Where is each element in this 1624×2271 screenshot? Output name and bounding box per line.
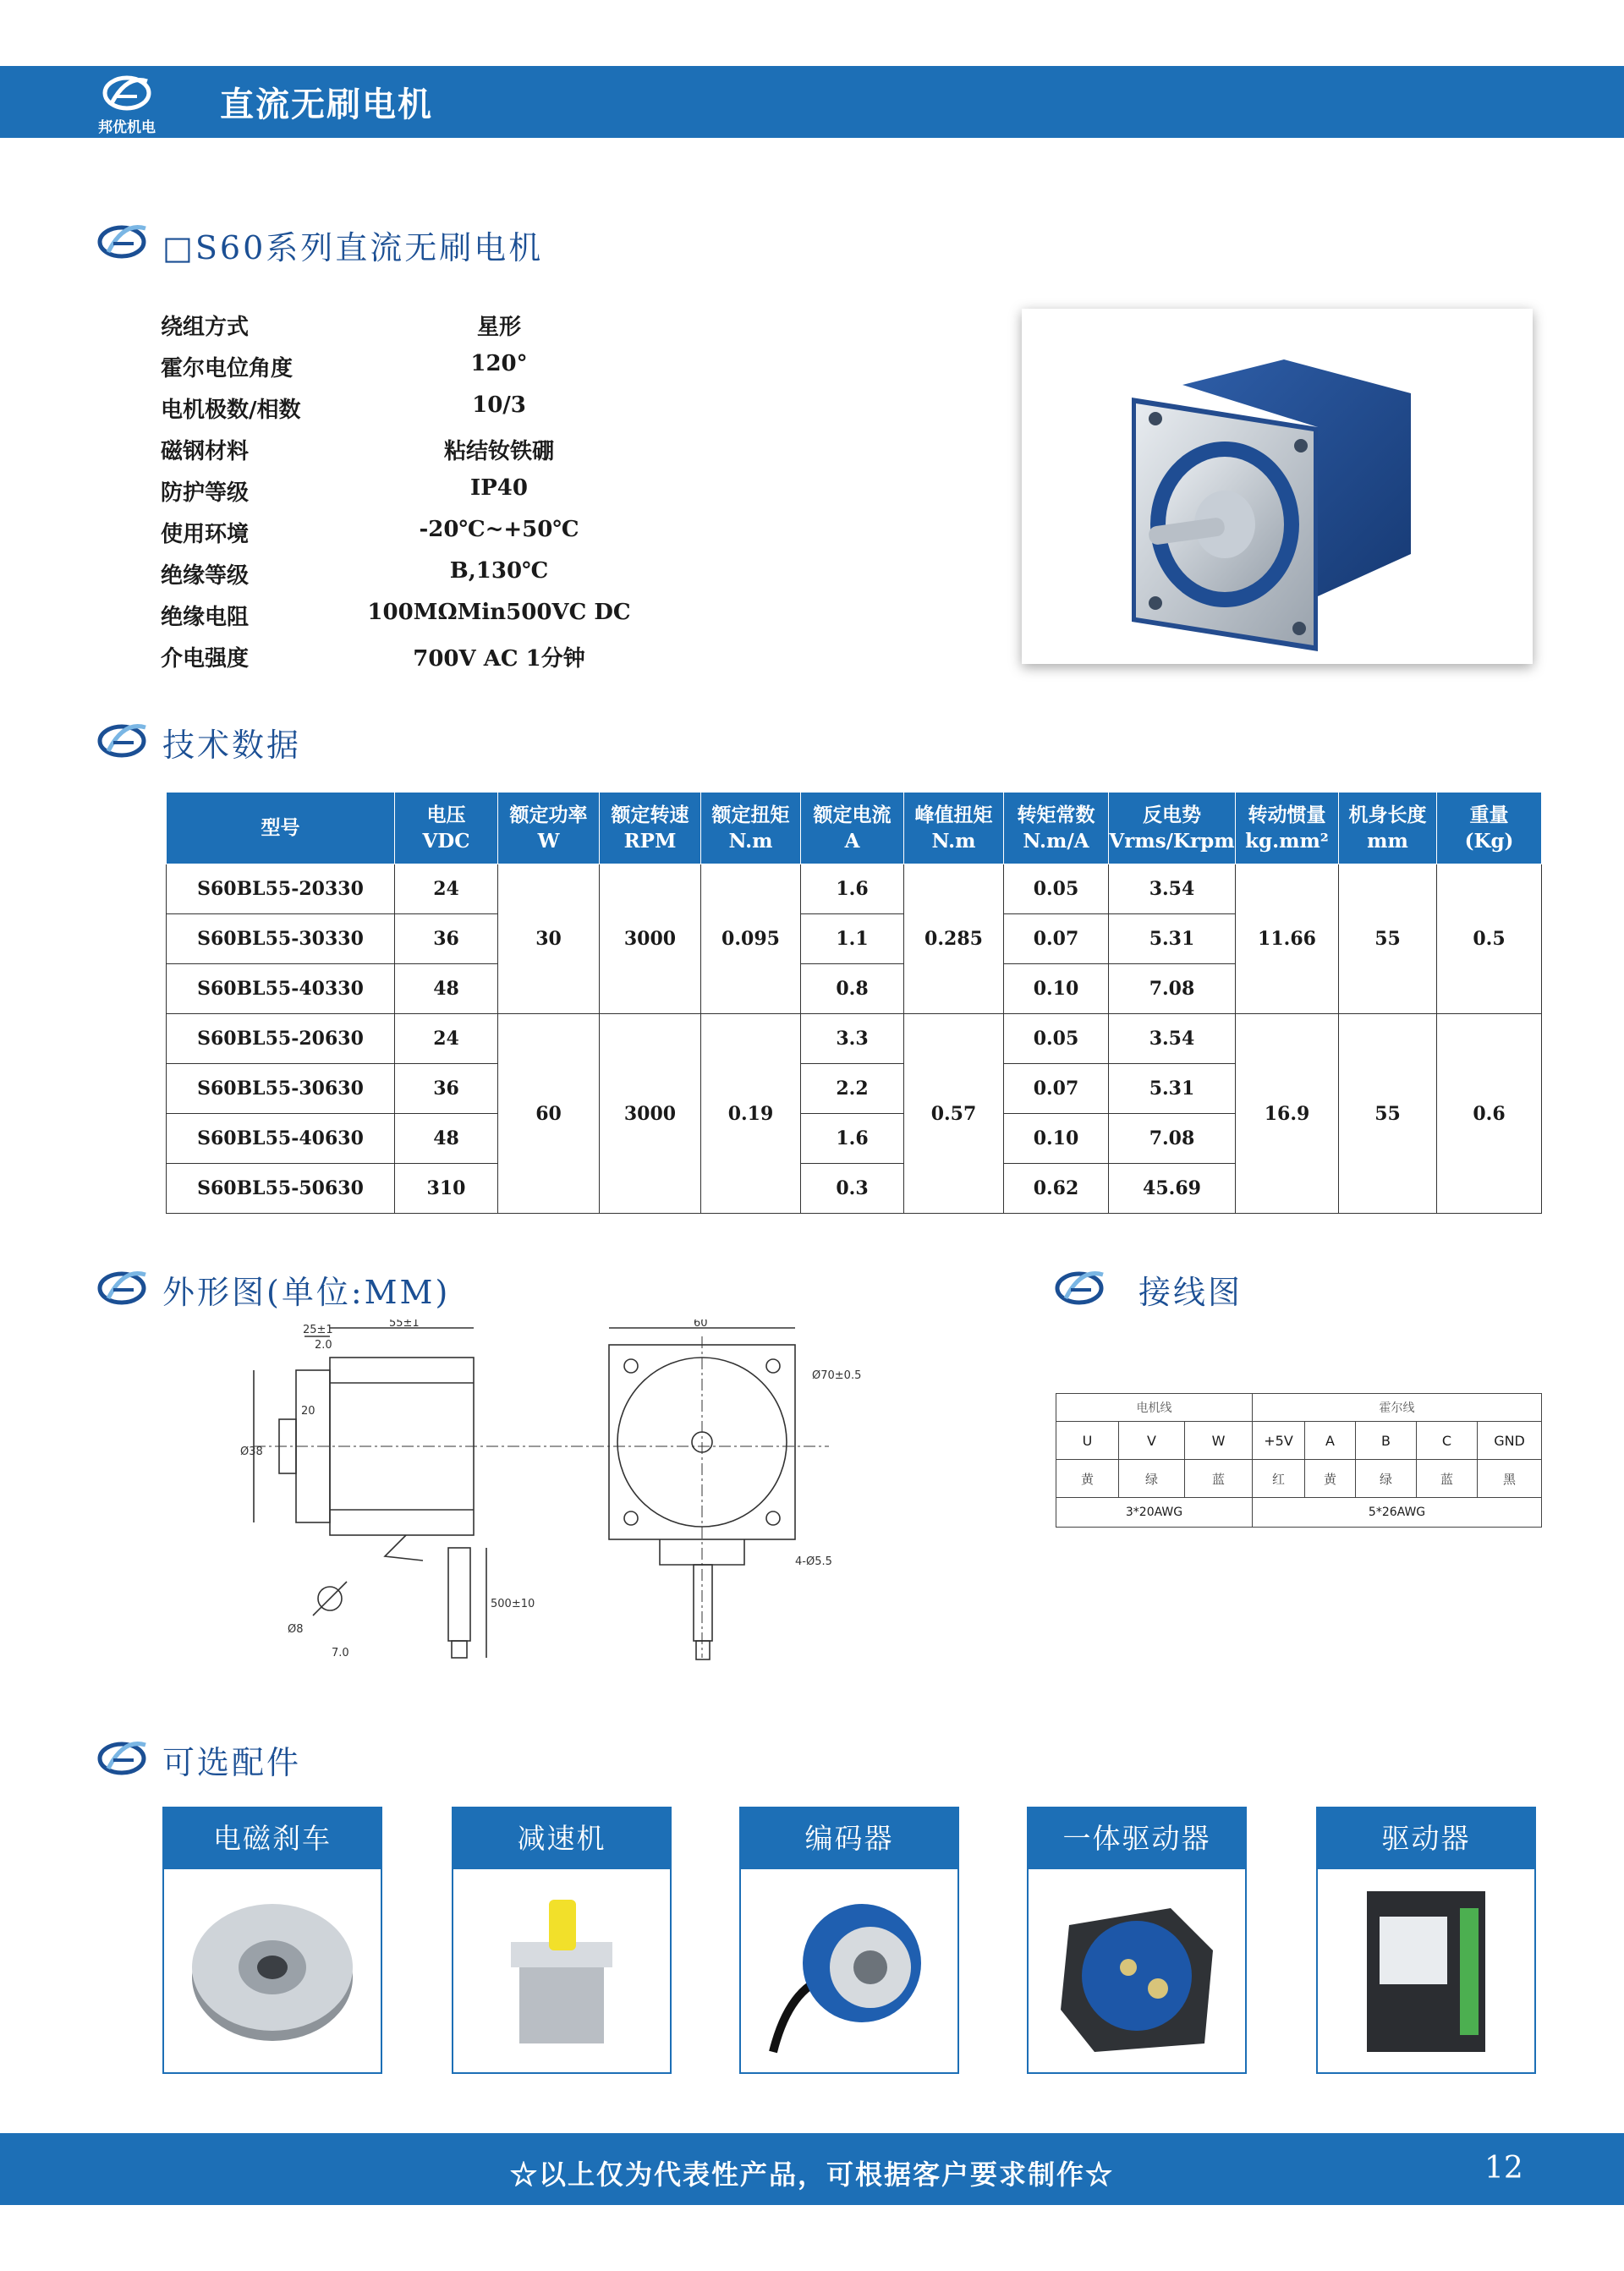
accessories-title: 可选配件 bbox=[162, 1744, 302, 1781]
table-cell: 0.07 bbox=[1004, 1064, 1109, 1114]
table-cell: 16.9 bbox=[1236, 1014, 1339, 1214]
motor-awg: 3*20AWG bbox=[1056, 1498, 1253, 1528]
column-header-unit: RPM bbox=[623, 830, 677, 853]
dimension-drawing bbox=[237, 1319, 897, 1675]
column-header bbox=[498, 793, 600, 864]
column-header-unit: W bbox=[537, 830, 560, 853]
spec-label: 绝缘等级 bbox=[161, 563, 250, 589]
table-cell: 24 bbox=[395, 1014, 498, 1064]
table-cell: 0.5 bbox=[1437, 864, 1542, 1014]
table-cell: 1.1 bbox=[801, 914, 904, 964]
wire-color: 绿 bbox=[1119, 1460, 1185, 1498]
column-header-label: 重量 bbox=[1469, 803, 1509, 826]
column-header bbox=[1437, 793, 1542, 864]
column-header-label: 转动惯量 bbox=[1248, 803, 1326, 826]
dim-label: Ø8 bbox=[288, 1623, 304, 1636]
column-header-label: 电压 bbox=[426, 803, 466, 826]
dim-label: 25±1 bbox=[303, 1324, 333, 1336]
table-cell: 45.69 bbox=[1109, 1164, 1236, 1214]
driver-image bbox=[1333, 1883, 1519, 2060]
dim-label: Ø38 bbox=[240, 1445, 263, 1458]
column-header-unit: N.m bbox=[728, 830, 773, 853]
wire-pin: U bbox=[1056, 1422, 1119, 1460]
table-cell: 310 bbox=[395, 1164, 498, 1214]
column-header-label: 型号 bbox=[261, 816, 300, 840]
company-logo bbox=[78, 66, 179, 138]
table-cell: 1.6 bbox=[801, 1114, 904, 1164]
spec-label: 使用环境 bbox=[161, 522, 250, 547]
table-cell: 5.31 bbox=[1109, 1064, 1236, 1114]
wire-pin: GND bbox=[1478, 1422, 1542, 1460]
column-header bbox=[1109, 793, 1236, 864]
table-cell: S60BL55-40630 bbox=[167, 1114, 395, 1164]
accessory-label: 编码器 bbox=[741, 1808, 957, 1869]
table-cell: 2.2 bbox=[801, 1064, 904, 1114]
series-title: □S60系列直流无刷电机 bbox=[162, 229, 544, 266]
motor-wire-label: 电机线 bbox=[1056, 1394, 1253, 1422]
table-cell: 0.10 bbox=[1004, 964, 1109, 1014]
table-cell: 36 bbox=[395, 914, 498, 964]
spec-value: 100MΩMin500VC DC bbox=[367, 600, 631, 625]
wire-color: 红 bbox=[1253, 1460, 1305, 1498]
logo-text: 邦优机电 bbox=[98, 119, 156, 136]
spec-value: B,130℃ bbox=[449, 558, 549, 584]
table-cell: S60BL55-50630 bbox=[167, 1164, 395, 1214]
tech-data-title: 技术数据 bbox=[162, 727, 302, 764]
table-cell: 36 bbox=[395, 1064, 498, 1114]
column-header bbox=[1236, 793, 1339, 864]
spec-value: 粘结钕铁硼 bbox=[443, 439, 554, 464]
table-cell: S60BL55-20330 bbox=[167, 864, 395, 914]
wiring-header-row bbox=[1056, 1394, 1542, 1422]
wire-color: 黄 bbox=[1056, 1460, 1119, 1498]
column-header-label: 机身长度 bbox=[1348, 803, 1427, 826]
wire-pin: A bbox=[1305, 1422, 1356, 1460]
table-body bbox=[167, 864, 1542, 1214]
encoder-image bbox=[756, 1883, 942, 2060]
section-logo-icon bbox=[1047, 1263, 1115, 1310]
column-header-label: 额定扭矩 bbox=[711, 803, 790, 826]
column-header bbox=[701, 793, 801, 864]
column-header-label: 额定功率 bbox=[509, 803, 588, 826]
table-cell: 3.54 bbox=[1109, 1014, 1236, 1064]
tech-data-table bbox=[166, 792, 1542, 1214]
table-cell: S60BL55-40330 bbox=[167, 964, 395, 1014]
accessory-card-driver bbox=[1316, 1807, 1536, 2074]
column-header bbox=[1004, 793, 1109, 864]
section-logo-icon bbox=[90, 1733, 157, 1780]
wire-color: 黄 bbox=[1305, 1460, 1356, 1498]
table-cell: 0.19 bbox=[701, 1014, 801, 1214]
dim-label: 20 bbox=[301, 1405, 315, 1418]
wiring-pin-row bbox=[1056, 1422, 1542, 1460]
column-header-unit: (Kg) bbox=[1464, 830, 1514, 853]
column-header-unit: Vrms/Krpm bbox=[1109, 830, 1235, 853]
wire-pin: V bbox=[1119, 1422, 1185, 1460]
dim-label: 500±10 bbox=[491, 1598, 535, 1610]
table-cell: 0.05 bbox=[1004, 1014, 1109, 1064]
table-cell: S60BL55-30330 bbox=[167, 914, 395, 964]
column-header-unit: N.m/A bbox=[1023, 830, 1089, 853]
accessory-label: 电磁刹车 bbox=[164, 1808, 381, 1869]
column-header bbox=[801, 793, 904, 864]
spec-value: 700V AC 1分钟 bbox=[413, 646, 585, 672]
footer-text: ☆以上仅为代表性产品，可根据客户要求制作☆ bbox=[509, 2159, 1114, 2191]
column-header bbox=[395, 793, 498, 864]
wire-color: 绿 bbox=[1356, 1460, 1417, 1498]
accessory-label: 驱动器 bbox=[1318, 1808, 1534, 1869]
dim-label: 7.0 bbox=[332, 1647, 349, 1659]
table-row bbox=[167, 864, 1542, 914]
section-logo-icon bbox=[90, 716, 157, 763]
table-cell: 1.6 bbox=[801, 864, 904, 914]
section-logo-icon bbox=[90, 217, 157, 264]
column-header bbox=[1339, 793, 1437, 864]
column-header bbox=[600, 793, 701, 864]
table-cell: 0.62 bbox=[1004, 1164, 1109, 1214]
hall-awg: 5*26AWG bbox=[1253, 1498, 1542, 1528]
spec-label: 电机极数/相数 bbox=[161, 398, 301, 423]
wire-color: 黑 bbox=[1478, 1460, 1542, 1498]
spec-value: -20℃~+50℃ bbox=[419, 517, 579, 542]
table-cell: 0.095 bbox=[701, 864, 801, 1014]
wire-pin: C bbox=[1417, 1422, 1478, 1460]
table-cell: 0.3 bbox=[801, 1164, 904, 1214]
spec-label: 防护等级 bbox=[161, 480, 250, 506]
dim-label: 55±1 bbox=[389, 1319, 420, 1330]
column-header-label: 转矩常数 bbox=[1017, 803, 1095, 826]
table-row bbox=[167, 1014, 1542, 1064]
page-number: 12 bbox=[1484, 2151, 1523, 2186]
wire-color: 蓝 bbox=[1185, 1460, 1253, 1498]
spec-value: IP40 bbox=[470, 475, 528, 501]
wiring-title: 接线图 bbox=[1138, 1274, 1243, 1311]
table-cell: 3000 bbox=[600, 1014, 701, 1214]
table-cell: 48 bbox=[395, 1114, 498, 1164]
section-logo-icon bbox=[90, 1263, 157, 1310]
accessory-label: 一体驱动器 bbox=[1029, 1808, 1245, 1869]
wire-pin: W bbox=[1185, 1422, 1253, 1460]
table-cell: 3.54 bbox=[1109, 864, 1236, 914]
column-header-unit: mm bbox=[1367, 830, 1408, 853]
table-cell: 24 bbox=[395, 864, 498, 914]
accessory-card-gearbox bbox=[452, 1807, 672, 2074]
hall-wire-label: 霍尔线 bbox=[1253, 1394, 1542, 1422]
table-cell: 5.31 bbox=[1109, 914, 1236, 964]
table-cell: 0.6 bbox=[1437, 1014, 1542, 1214]
spec-value: 10/3 bbox=[472, 392, 526, 418]
column-header-unit: kg.mm² bbox=[1245, 830, 1329, 853]
dimension-title: 外形图(单位:MM) bbox=[162, 1274, 451, 1311]
table-cell: 7.08 bbox=[1109, 964, 1236, 1014]
spec-label: 介电强度 bbox=[161, 646, 250, 672]
column-header bbox=[167, 793, 395, 864]
header-title: 直流无刷电机 bbox=[220, 85, 433, 124]
brake-image bbox=[179, 1883, 365, 2060]
column-header-unit: N.m bbox=[931, 830, 976, 853]
motor-photo bbox=[1022, 309, 1533, 664]
table-cell: 3.3 bbox=[801, 1014, 904, 1064]
column-header-label: 额定电流 bbox=[813, 803, 892, 826]
table-cell: 0.57 bbox=[904, 1014, 1004, 1214]
table-cell: 0.8 bbox=[801, 964, 904, 1014]
wire-pin: +5V bbox=[1253, 1422, 1305, 1460]
spec-value: 120° bbox=[470, 351, 528, 376]
table-cell: 60 bbox=[498, 1014, 600, 1214]
accessory-label: 减速机 bbox=[453, 1808, 670, 1869]
table-cell: 30 bbox=[498, 864, 600, 1014]
wiring-awg-row bbox=[1056, 1498, 1542, 1528]
table-cell: 7.08 bbox=[1109, 1114, 1236, 1164]
table-cell: 48 bbox=[395, 964, 498, 1014]
wire-pin: B bbox=[1356, 1422, 1417, 1460]
column-header-label: 额定转速 bbox=[611, 803, 689, 826]
table-cell: 0.10 bbox=[1004, 1114, 1109, 1164]
column-header-label: 反电势 bbox=[1143, 803, 1201, 826]
table-cell: 55 bbox=[1339, 1014, 1437, 1214]
spec-value: 星形 bbox=[476, 315, 521, 340]
dim-label: Ø70±0.5 bbox=[812, 1369, 862, 1382]
accessory-card-integrated-driver bbox=[1027, 1807, 1247, 2074]
wiring-table bbox=[1056, 1393, 1542, 1528]
spec-label: 绝缘电阻 bbox=[161, 605, 250, 630]
table-cell: S60BL55-20630 bbox=[167, 1014, 395, 1064]
column-header bbox=[904, 793, 1004, 864]
table-cell: 3000 bbox=[600, 864, 701, 1014]
accessory-card-encoder bbox=[739, 1807, 959, 2074]
column-header-unit: A bbox=[844, 830, 860, 853]
wire-color: 蓝 bbox=[1417, 1460, 1478, 1498]
dim-label: 60 bbox=[694, 1319, 708, 1330]
table-cell: 0.285 bbox=[904, 864, 1004, 1014]
integrated-driver-image bbox=[1044, 1883, 1230, 2060]
accessory-card-brake bbox=[162, 1807, 382, 2074]
table-cell: S60BL55-30630 bbox=[167, 1064, 395, 1114]
table-header-row bbox=[167, 793, 1542, 864]
table-cell: 0.07 bbox=[1004, 914, 1109, 964]
table-cell: 11.66 bbox=[1236, 864, 1339, 1014]
table-cell: 0.05 bbox=[1004, 864, 1109, 914]
spec-label: 绕组方式 bbox=[161, 315, 250, 340]
table-cell: 55 bbox=[1339, 864, 1437, 1014]
spec-label: 霍尔电位角度 bbox=[161, 356, 294, 381]
column-header-label: 峰值扭矩 bbox=[914, 803, 993, 826]
wiring-color-row bbox=[1056, 1460, 1542, 1498]
column-header-unit: VDC bbox=[422, 830, 470, 853]
spec-label: 磁钢材料 bbox=[161, 439, 250, 464]
dim-label: 4-Ø5.5 bbox=[795, 1555, 832, 1568]
dim-label: 2.0 bbox=[315, 1339, 332, 1352]
gearbox-image bbox=[469, 1883, 655, 2060]
